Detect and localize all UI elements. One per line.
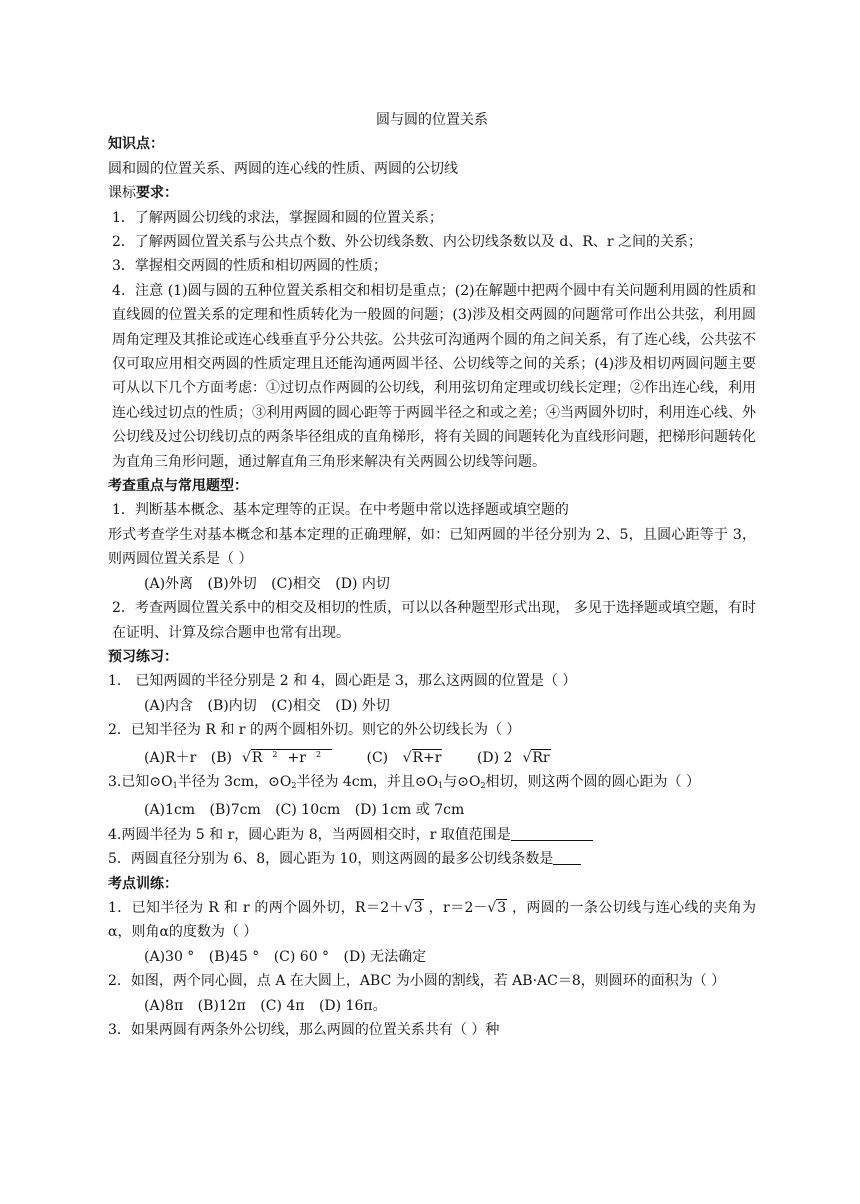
option-c: (C) 60 °	[273, 948, 330, 965]
exponent: 2	[272, 749, 278, 759]
radicand-plus-r-squared: +r	[287, 749, 306, 766]
subscript: 2	[291, 780, 297, 790]
radicand: 3	[413, 899, 423, 916]
option-c	[367, 750, 463, 766]
option-d: (D) 无法确定	[343, 948, 427, 965]
requirements-heading-prefix: 课标	[108, 185, 136, 202]
preview-question-3	[108, 770, 756, 798]
focus-heading: 考查重点与常甩题型：	[108, 478, 248, 495]
subscript: 2	[480, 780, 486, 790]
option-c-label: (C)	[366, 749, 389, 766]
sqrt-expression: √3	[487, 899, 507, 916]
sqrt-expression: √R+r	[402, 749, 442, 766]
option-c: (C) 4π	[260, 997, 305, 1014]
option-b: (B)7cm	[209, 802, 261, 819]
focus-item-1-options	[108, 572, 756, 596]
option-d: (D) 16π。	[318, 997, 387, 1014]
exponent: 2	[315, 749, 322, 759]
option-b: (B)12π	[197, 997, 246, 1014]
preview-question-1: 1． 已知两圆的半径分别是 2 和 4，圆心距是 3，那么这两圆的位置是（ ）	[108, 673, 577, 690]
radicand: Rr	[532, 749, 550, 766]
document-title: 圆与圆的位置关系	[376, 112, 488, 128]
option-a: (A)外离	[144, 575, 194, 592]
focus-item-1-rest: 形式考查学生对基本概念和基本定理的正确理解，如：已知两圆的半径分别为 2、5，且圆心距等于 3，则两圆位置关系是（ ）	[108, 526, 756, 568]
text-part: 相切，则这两个圆的圆心距为（ ）	[485, 773, 700, 790]
option-b: (B)外切	[207, 575, 257, 592]
requirement-item: 3．掌握相交两圆的性质和相切两圆的性质；	[112, 258, 387, 275]
focus-item-2: 2．考查两圆位置关系中的相交及相切的性质，可以以各种题型形式出现， 多见于选择题或填空题，有时在证明、计算及综合题申也常有出现。	[112, 600, 756, 641]
option-b: (B)45 °	[208, 948, 260, 965]
training-question-3: 3．如果两圆有两条外公切线，那么两圆的位置关系共有（ ）种	[108, 1022, 500, 1039]
preview-question-4	[108, 823, 756, 847]
training-question-1-options	[108, 945, 756, 969]
question-text: 5．两圆直径分别为 6、8，圆心距为 10，则这两圆的最多公切线条数是	[108, 851, 554, 868]
option-d: (D) 1cm 或 7cm	[354, 802, 465, 819]
radicand-r-squared: R	[251, 749, 263, 766]
option-d-label: (D) 2	[476, 749, 513, 766]
preview-question-5	[108, 847, 756, 871]
option-d: (D) 内切	[335, 575, 390, 592]
training-heading: 考点训练：	[108, 875, 178, 892]
option-b	[211, 750, 352, 766]
document-page	[108, 108, 756, 1042]
radicand: R+r	[412, 749, 442, 766]
option-c: (C)相交	[271, 575, 321, 592]
option-d: (D) 外切	[335, 697, 390, 714]
option-a: (A)1cm	[144, 802, 196, 819]
answer-blank[interactable]	[511, 826, 593, 841]
preview-question-2: 2．已知半径为 R 和 r 的两个圆相外切。则它的外公切线长为（ ）	[108, 722, 521, 739]
sqrt-expression: √3	[403, 899, 423, 916]
option-b-label: (B)	[210, 749, 232, 766]
knowledge-text: 圆和圆的位置关系、两圆的连心线的性质、两圆的公切线	[108, 160, 458, 177]
subscript: 1	[438, 780, 444, 790]
text-part: 1．已知半径为 R 和 r 的两个圆外切，R＝2＋	[108, 899, 404, 916]
requirements-heading	[108, 181, 756, 205]
requirement-item: 2．了解两圆位置关系与公共点个数、外公切线条数、内公切线条数以及 d、R、r 之间的关系；	[112, 234, 703, 251]
text-part: 半径为 3cm，⊙O	[177, 773, 292, 790]
option-a: (A)30 °	[144, 948, 195, 965]
option-d	[477, 750, 571, 766]
requirement-item: 1．了解两圆公切线的求法，掌握圆和圆的位置关系；	[112, 209, 443, 226]
preview-question-3-options	[108, 798, 756, 822]
training-question-2-options	[108, 994, 756, 1018]
preview-question-2-options	[108, 743, 756, 770]
text-part: ，r＝2－	[423, 899, 488, 916]
option-b: (B)内切	[207, 697, 257, 714]
training-question-2: 2．如图，两个同心圆，点 A 在大圆上，ABC 为小圆的割线，若 AB·AC＝8，则圆环的面积为（ ）	[108, 973, 726, 990]
focus-item-1-line-1: 1．判断基本概念、基本定理等的正误。在中考题申常以选择题或填空题的	[112, 502, 569, 519]
text-part: 与⊙O	[443, 773, 481, 790]
training-question-1	[108, 896, 756, 945]
knowledge-heading: 知识点：	[108, 136, 164, 153]
sqrt-expression: √R $^2$ +r $^2$	[242, 743, 342, 770]
requirements-heading-bold: 要求：	[136, 185, 178, 202]
option-a: (A)R＋r	[144, 749, 197, 766]
answer-blank[interactable]	[553, 850, 581, 865]
radicand: 3	[497, 899, 507, 916]
option-a: (A)8π	[144, 997, 184, 1014]
text-part: 3.已知⊙O	[108, 773, 173, 790]
preview-heading: 预习练习：	[108, 648, 178, 665]
preview-question-1-options	[108, 694, 756, 718]
sqrt-expression: √Rr	[522, 749, 550, 766]
text-part: 半径为 4cm，并且⊙O	[296, 773, 439, 790]
text-part: ，两圆的一条公切线与连心线的夹角为α，则角α的度数为（ ）	[108, 899, 756, 941]
requirement-item: 4．注意 (1)圆与圆的五种位置关系相交和相切是重点；(2)在解题中把两个圆中有关问题利用圆的性质和直线圆的位置关系的定理和性质转化为一般圆的问题；(3)涉及相交两圆的问题常可作出公共弦，利用圆周角定理及其推论或连心线垂直乎分公共弦。公共弦可沟通两个圆的角之间关系，有了连心线，公共弦不仅可取应用相交两圆的性质定理且还能沟通两圆半径、公切线等之间的关系；(4)涉及相切两圆问题主要可从以下几个方面考虑：①过切点作两圆的公切线，利用弦切角定理或切线长定理；②作出连心线，利用连心线过切点的性质；③利用两圆的圆心距等于两圆半径之和或之差；④当两圆外切时，利用连心线、外公切线及过公切线切点的两条毕径组成的直角梯形，将有关圆的间题转化为直线形问题，把梯形问题转化为直角三角形问题，通过解直角三角形来解决有关两圆公切线等问题。	[112, 282, 756, 470]
option-c: (C) 10cm	[275, 802, 341, 819]
option-c: (C)相交	[271, 697, 321, 714]
subscript: 1	[172, 780, 178, 790]
question-text: 4.两圆半径为 5 和 r，圆心距为 8，当两圆相交时，r 取值范围是	[108, 826, 511, 843]
option-a: (A)内含	[144, 697, 194, 714]
